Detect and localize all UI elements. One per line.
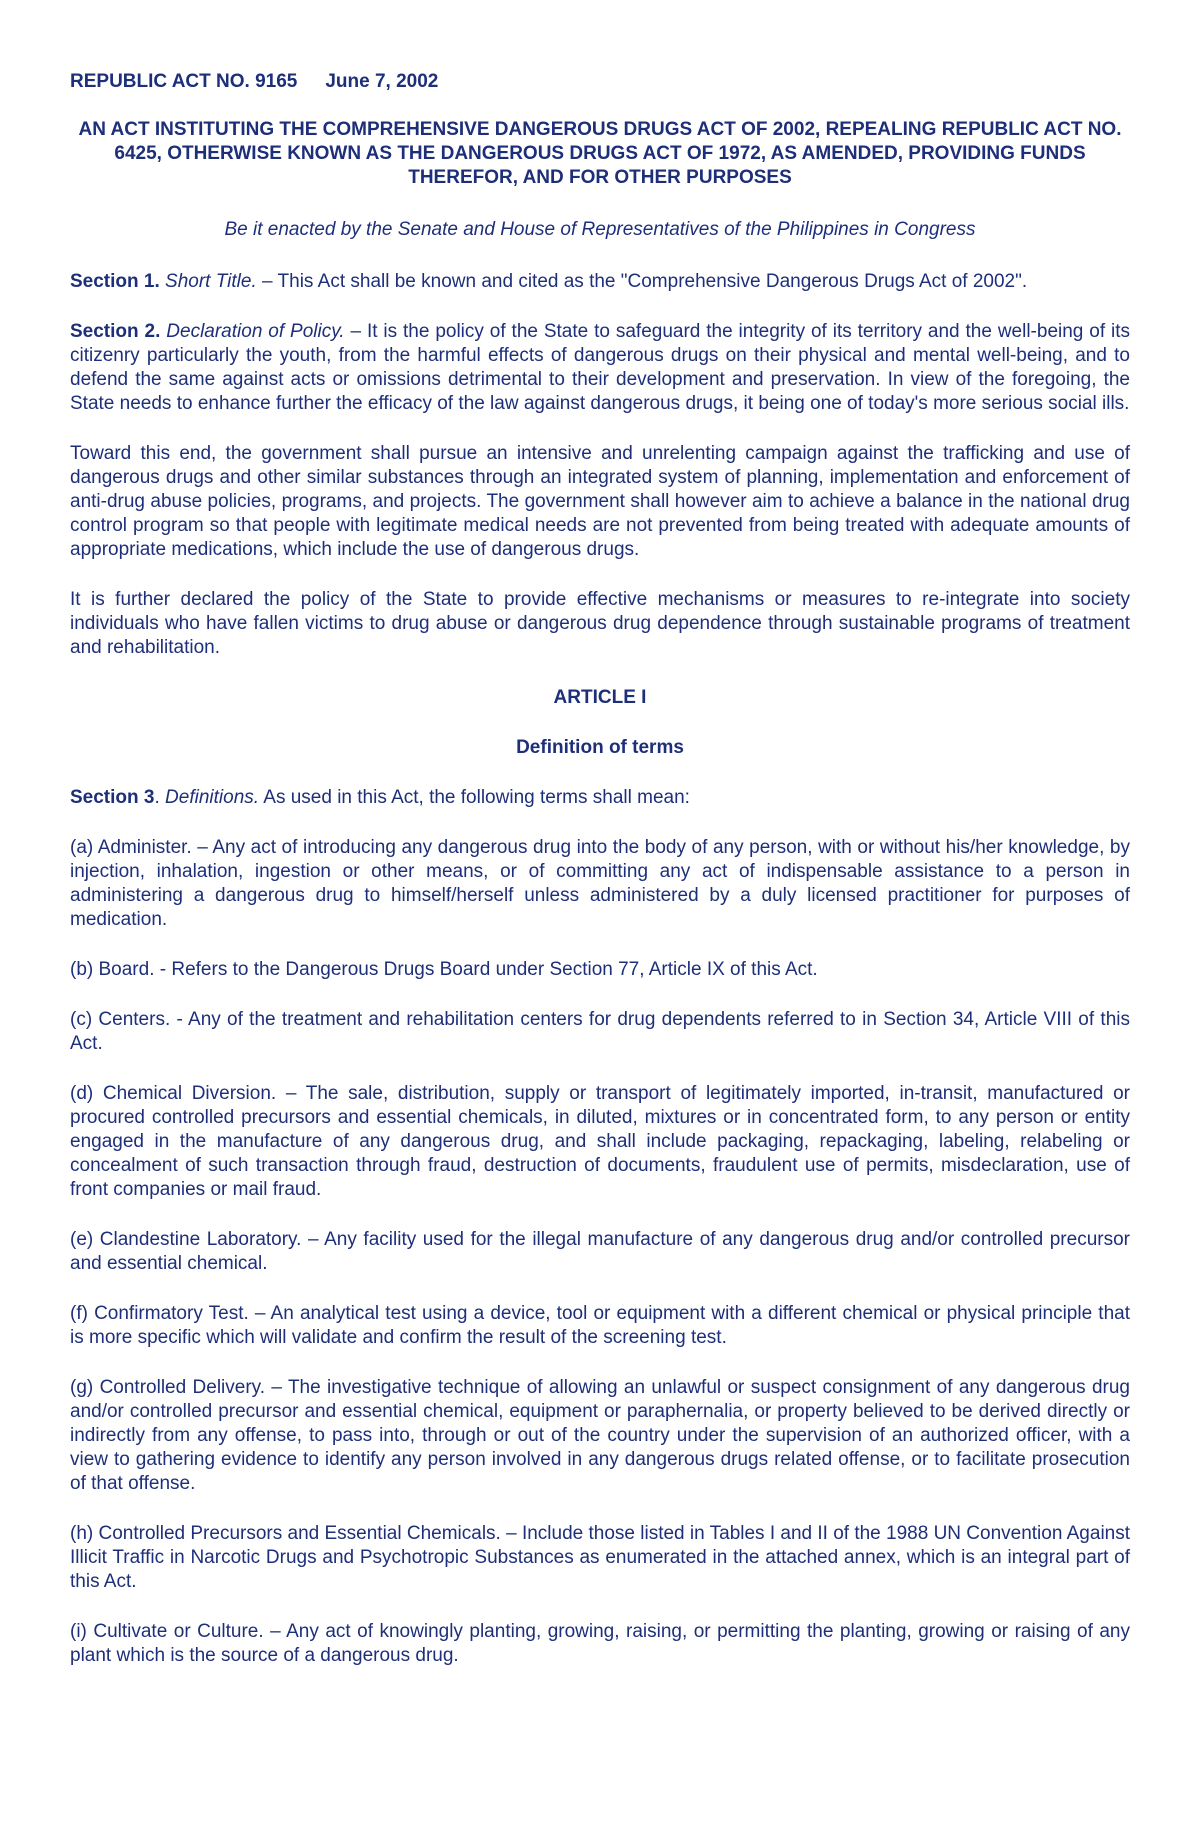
section-number: Section 1. xyxy=(70,271,160,292)
section-number: Section 3 xyxy=(70,787,155,808)
section-2 xyxy=(70,320,1130,416)
section-2-paragraph-3: It is further declared the policy of the State to provide effective mechanisms or measures to re-integrate into society individuals who have fallen victims to drug abuse or dangerous drug dependence through sustainable programs of treatment and rehabilitation. xyxy=(70,589,1130,658)
act-header xyxy=(70,70,1130,94)
section-3 xyxy=(70,786,1130,810)
section-1 xyxy=(70,270,1130,294)
article-subheading: Definition of terms xyxy=(516,737,684,758)
enacting-clause: Be it enacted by the Senate and House of Representatives of the Philippines in Congress xyxy=(224,219,976,240)
act-title: AN ACT INSTITUTING THE COMPREHENSIVE DANGEROUS DRUGS ACT OF 2002, REPEALING REPUBLIC ACT NO. 6425, OTHERWISE KNOWN AS THE DANGEROUS DRUGS ACT OF 1972, AS AMENDED, PROVIDING FUNDS THEREFOR, AND FOR OTHER PURPOSES xyxy=(78,119,1122,188)
section-text: As used in this Act, the following terms shall mean: xyxy=(259,787,690,808)
definition-i: (i) Cultivate or Culture. – Any act of knowingly planting, growing, raising, or permitting the planting, growing or raising of any plant which is the source of a dangerous drug. xyxy=(70,1621,1130,1666)
section-separator: . xyxy=(154,787,166,808)
act-number: REPUBLIC ACT NO. 9165 xyxy=(70,71,298,92)
section-number: Section 2. xyxy=(70,321,161,342)
definition-c: (c) Centers. - Any of the treatment and rehabilitation centers for drug dependents referred to in Section 34, Article VIII of this Act. xyxy=(70,1009,1130,1054)
definition-d: (d) Chemical Diversion. – The sale, distribution, supply or transport of legitimately imported, in-transit, manufactured or procured controlled precursors and essential chemicals, in diluted, mixtures or in concentrated form, to any person or entity engaged in the manufacture of any dangerous drug, and shall include packaging, repackaging, labeling, relabeling or concealment of such transaction through fraud, destruction of documents, fraudulent use of permits, misdeclaration, use of front companies or mail fraud. xyxy=(70,1083,1130,1200)
section-title: Short Title. xyxy=(165,271,257,292)
section-title: Declaration of Policy. xyxy=(166,321,345,342)
section-2-paragraph-2: Toward this end, the government shall pursue an intensive and unrelenting campaign against the trafficking and use of dangerous drugs and other similar substances through an integrated system of planning, implementation and enforcement of anti-drug abuse policies, programs, and projects. The government shall however aim to achieve a balance in the national drug control program so that people with legitimate medical needs are not prevented from being treated with adequate amounts of appropriate medications, which include the use of dangerous drugs. xyxy=(70,443,1130,560)
act-date: June 7, 2002 xyxy=(325,71,439,92)
section-text: – It is the policy of the State to safeguard the integrity of its territory and the well-being of its citizenry particularly the youth, from the harmful effects of dangerous drugs on their physical and mental well-being, and to defend the same against acts or omissions detrimental to their development and preservation. In view of the foregoing, the State needs to enhance further the efficacy of the law against dangerous drugs, it being one of today's more serious social ills. xyxy=(70,321,1131,414)
definition-h: (h) Controlled Precursors and Essential Chemicals. – Include those listed in Tables I and II of the 1988 UN Convention Against Illicit Traffic in Narcotic Drugs and Psychotropic Substances as enumerated in the attached annex, which is an integral part of this Act. xyxy=(70,1523,1131,1592)
definition-e: (e) Clandestine Laboratory. – Any facility used for the illegal manufacture of any dangerous drug and/or controlled precursor and essential chemical. xyxy=(70,1229,1130,1274)
section-title: Definitions. xyxy=(165,787,260,808)
definition-f: (f) Confirmatory Test. – An analytical test using a device, tool or equipment with a different chemical or physical principle that is more specific which will validate and confirm the result of the screening test. xyxy=(70,1303,1130,1348)
definition-a: (a) Administer. – Any act of introducing any dangerous drug into the body of any person, with or without his/her knowledge, by injection, inhalation, ingestion or other means, or of committing any act of indispensable assistance to a person in administering a dangerous drug to himself/herself unless administered by a duly licensed practitioner for purposes of medication. xyxy=(70,837,1130,930)
article-heading: ARTICLE I xyxy=(553,687,647,708)
definition-g: (g) Controlled Delivery. – The investigative technique of allowing an unlawful or suspect consignment of any dangerous drug and/or controlled precursor and essential chemical, equipment or paraphernalia, or property believed to be derived directly or indirectly from any offense, to pass into, through or out of the country under the supervision of an authorized officer, with a view to gathering evidence to identify any person involved in any dangerous drugs related offense, or to facilitate prosecution of that offense. xyxy=(70,1377,1130,1494)
section-text: – This Act shall be known and cited as the "Comprehensive Dangerous Drugs Act of 2002". xyxy=(256,271,1028,292)
definition-b: (b) Board. - Refers to the Dangerous Drugs Board under Section 77, Article IX of this Act. xyxy=(70,959,818,980)
